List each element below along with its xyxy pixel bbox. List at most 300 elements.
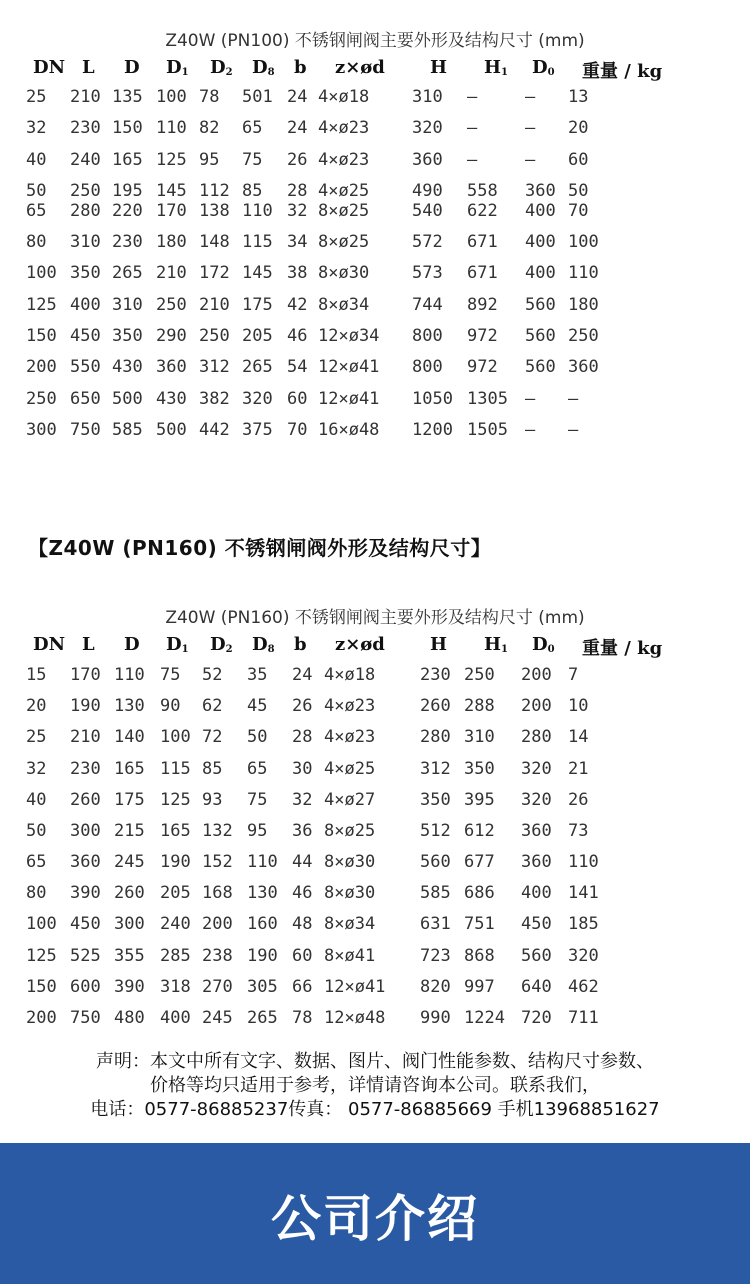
table-cell: 382: [199, 389, 230, 409]
table-cell: 78: [199, 87, 220, 107]
table-cell: 24: [292, 665, 313, 685]
table-cell: 430: [112, 357, 143, 377]
table-cell: 1224: [464, 1008, 505, 1028]
table-cell: 115: [160, 759, 191, 779]
table-cell: 38: [287, 263, 308, 283]
table-cell: 400: [70, 295, 101, 315]
table-cell: 195: [112, 181, 143, 201]
column-header: [582, 57, 662, 83]
table-cell: 558: [467, 181, 498, 201]
notice-line-1: 声明：本文中所有文字、数据、图片、阀门性能参数、结构尺寸参数、: [96, 1051, 654, 1072]
table-cell: 145: [156, 181, 187, 201]
column-header-label: z×ød: [335, 634, 385, 655]
table-row: [0, 946, 750, 974]
table-cell: 671: [467, 263, 498, 283]
table-cell: 12×ø41: [318, 389, 380, 409]
table-cell: 125: [26, 295, 57, 315]
table-cell: 13: [568, 87, 589, 107]
table-cell: 540: [412, 201, 443, 221]
column-header-label: D: [124, 634, 140, 655]
table-cell: 25: [26, 727, 47, 747]
column-header-label: L: [82, 634, 95, 655]
table-cell: 32: [287, 201, 308, 221]
table-cell: 230: [70, 118, 101, 138]
table-cell: 46: [292, 883, 313, 903]
table-cell: 868: [464, 946, 495, 966]
table-cell: 185: [568, 914, 599, 934]
table-cell: 26: [292, 696, 313, 716]
table-cell: 93: [202, 790, 223, 810]
table-cell: 26: [287, 150, 308, 170]
table-cell: 7: [568, 665, 579, 685]
table-cell: 32: [26, 759, 47, 779]
column-header-label: D: [210, 634, 226, 655]
table-row: [0, 727, 750, 755]
table-cell: 32: [26, 118, 47, 138]
table-cell: 80: [26, 883, 47, 903]
column-header: [335, 634, 385, 655]
table-cell: 12×ø41: [324, 977, 386, 997]
column-header-label: D: [124, 57, 140, 78]
table-cell: 32: [292, 790, 313, 810]
table-cell: —: [568, 420, 579, 440]
column-header: [430, 57, 447, 78]
table-cell: 250: [464, 665, 495, 685]
table-cell: 300: [70, 821, 101, 841]
table-cell: 8×ø25: [318, 201, 370, 221]
table-cell: 4×ø25: [324, 759, 376, 779]
table-cell: 1050: [412, 389, 453, 409]
table-cell: 400: [521, 883, 552, 903]
column-header: [82, 57, 95, 78]
table-cell: 600: [70, 977, 101, 997]
table-row: [0, 1008, 750, 1036]
table-cell: 180: [568, 295, 599, 315]
table-row: [0, 977, 750, 1005]
table-cell: 110: [568, 263, 599, 283]
table-cell: 36: [292, 821, 313, 841]
section-title: 【Z40W (PN160) 不锈钢闸阀外形及结构尺寸】: [28, 536, 492, 560]
table-cell: 751: [464, 914, 495, 934]
table-cell: 4×ø23: [318, 118, 370, 138]
table-row: [0, 295, 750, 323]
table-cell: 711: [568, 1008, 599, 1028]
table-cell: 240: [70, 150, 101, 170]
column-header-label: D: [166, 57, 182, 78]
table-cell: 310: [412, 87, 443, 107]
table-cell: 622: [467, 201, 498, 221]
table-cell: 320: [242, 389, 273, 409]
table-cell: 20: [568, 118, 589, 138]
table-row: [0, 914, 750, 942]
table-cell: 65: [26, 852, 47, 872]
table-cell: 450: [70, 326, 101, 346]
table-cell: 250: [26, 389, 57, 409]
table-row: [0, 263, 750, 291]
table-cell: 35: [247, 665, 268, 685]
table-cell: 1305: [467, 389, 508, 409]
table-cell: —: [525, 420, 536, 440]
table-cell: 78: [292, 1008, 313, 1028]
table-cell: 312: [199, 357, 230, 377]
table-cell: 168: [202, 883, 233, 903]
table-cell: 750: [70, 1008, 101, 1028]
table-cell: 320: [412, 118, 443, 138]
table-cell: 100: [26, 914, 57, 934]
table-cell: 16×ø48: [318, 420, 380, 440]
table-cell: 210: [199, 295, 230, 315]
table-cell: 512: [420, 821, 451, 841]
table-cell: 160: [247, 914, 278, 934]
table-cell: 12×ø41: [318, 357, 380, 377]
table-cell: 210: [70, 87, 101, 107]
table-cell: 350: [420, 790, 451, 810]
table-cell: 165: [114, 759, 145, 779]
table-cell: 12×ø34: [318, 326, 380, 346]
table1-caption: Z40W (PN100) 不锈钢闸阀主要外形及结构尺寸 (mm): [165, 31, 585, 51]
notice-line-2: 价格等均只适用于参考，详情请咨询本公司。联系我们，: [150, 1075, 600, 1096]
table-cell: 360: [412, 150, 443, 170]
column-header-subscript: 1: [501, 67, 508, 78]
table-cell: 165: [112, 150, 143, 170]
table-cell: 200: [521, 665, 552, 685]
table-cell: 723: [420, 946, 451, 966]
column-header-label: DN: [33, 57, 66, 78]
table-cell: 972: [467, 326, 498, 346]
table-cell: 60: [568, 150, 589, 170]
table-cell: 75: [242, 150, 263, 170]
table-cell: 148: [199, 232, 230, 252]
table-cell: 550: [70, 357, 101, 377]
table-cell: 8×ø30: [318, 263, 370, 283]
table-cell: 395: [464, 790, 495, 810]
table-cell: 500: [112, 389, 143, 409]
footer-band: [0, 1143, 750, 1284]
table-cell: 8×ø34: [318, 295, 370, 315]
table-cell: 130: [247, 883, 278, 903]
table-cell: 265: [112, 263, 143, 283]
column-header: [532, 634, 555, 655]
column-header-label: H: [484, 57, 502, 78]
table-cell: 21: [568, 759, 589, 779]
table-row: [0, 87, 750, 115]
table-cell: 85: [242, 181, 263, 201]
table-cell: 400: [525, 263, 556, 283]
table-cell: —: [568, 389, 579, 409]
table-cell: 318: [160, 977, 191, 997]
table-cell: 572: [412, 232, 443, 252]
table-cell: 90: [160, 696, 181, 716]
table-cell: 650: [70, 389, 101, 409]
column-header-label: H: [430, 634, 448, 655]
table-cell: 42: [287, 295, 308, 315]
column-header-label: D: [166, 634, 182, 655]
table-cell: 20: [26, 696, 47, 716]
column-header-subscript: 2: [225, 67, 233, 78]
column-header-label: 重量 / kg: [582, 61, 663, 82]
table-cell: 54: [287, 357, 308, 377]
column-header: [335, 57, 385, 78]
table-cell: 290: [156, 326, 187, 346]
table-cell: 480: [114, 1008, 145, 1028]
table-cell: 560: [525, 357, 556, 377]
table-cell: 430: [156, 389, 187, 409]
column-header-label: D: [252, 57, 268, 78]
table-cell: 4×ø18: [324, 665, 376, 685]
table-cell: 360: [156, 357, 187, 377]
table-row: [0, 696, 750, 724]
table-cell: 240: [160, 914, 191, 934]
column-header-label: b: [294, 57, 307, 78]
table-cell: 4×ø18: [318, 87, 370, 107]
table-cell: 170: [156, 201, 187, 221]
table-row: [0, 118, 750, 146]
table-cell: 250: [70, 181, 101, 201]
table-cell: 135: [112, 87, 143, 107]
table-row: [0, 326, 750, 354]
column-header-label: H: [430, 57, 448, 78]
table-cell: 288: [464, 696, 495, 716]
table-cell: 14: [568, 727, 589, 747]
column-header-label: D: [532, 57, 548, 78]
table-cell: 132: [202, 821, 233, 841]
column-header: [252, 57, 275, 78]
table-cell: 50: [568, 181, 589, 201]
table-cell: 997: [464, 977, 495, 997]
table-row: [0, 201, 750, 229]
table-cell: 573: [412, 263, 443, 283]
table-cell: 75: [247, 790, 268, 810]
table-cell: 12×ø48: [324, 1008, 386, 1028]
table-cell: 10: [568, 696, 589, 716]
table-cell: 360: [568, 357, 599, 377]
table-cell: 300: [114, 914, 145, 934]
table-cell: 560: [525, 326, 556, 346]
table-cell: 115: [242, 232, 273, 252]
table-cell: 260: [420, 696, 451, 716]
column-header: [33, 634, 65, 655]
table-cell: 320: [568, 946, 599, 966]
header-row: [0, 57, 750, 85]
table-cell: 125: [156, 150, 187, 170]
table-cell: 230: [112, 232, 143, 252]
table-row: [0, 232, 750, 260]
table-cell: 46: [287, 326, 308, 346]
table-cell: 744: [412, 295, 443, 315]
table-cell: —: [525, 118, 536, 138]
table-cell: 210: [156, 263, 187, 283]
column-header: [210, 57, 233, 78]
table-cell: 270: [202, 977, 233, 997]
table-cell: 40: [26, 790, 47, 810]
table-cell: 62: [202, 696, 223, 716]
table-cell: 280: [521, 727, 552, 747]
table-cell: 175: [114, 790, 145, 810]
table-cell: 95: [199, 150, 220, 170]
table-cell: 640: [521, 977, 552, 997]
table-cell: 990: [420, 1008, 451, 1028]
table-cell: 60: [287, 389, 308, 409]
table-cell: —: [525, 87, 536, 107]
table-cell: 585: [420, 883, 451, 903]
table-row: [0, 790, 750, 818]
column-header-label: b: [294, 634, 307, 655]
table-cell: 560: [420, 852, 451, 872]
table-cell: —: [467, 87, 478, 107]
column-header-subscript: 8: [267, 644, 275, 655]
table-cell: —: [467, 118, 478, 138]
table-cell: 210: [70, 727, 101, 747]
table-cell: 8×ø30: [324, 883, 376, 903]
footer-title: 公司介绍: [271, 1190, 479, 1248]
table2-caption: Z40W (PN160) 不锈钢闸阀主要外形及结构尺寸 (mm): [165, 608, 585, 628]
table-cell: 310: [70, 232, 101, 252]
table-cell: 265: [242, 357, 273, 377]
table-cell: 280: [420, 727, 451, 747]
table-cell: 310: [464, 727, 495, 747]
table-cell: 48: [292, 914, 313, 934]
table-cell: 250: [568, 326, 599, 346]
table-cell: 138: [199, 201, 230, 221]
column-header: [484, 57, 508, 78]
table-cell: 462: [568, 977, 599, 997]
table-cell: 585: [112, 420, 143, 440]
table-cell: 15: [26, 665, 47, 685]
table-cell: 4×ø23: [318, 150, 370, 170]
column-header-label: L: [82, 57, 95, 78]
table-cell: 70: [287, 420, 308, 440]
table-cell: 110: [156, 118, 187, 138]
column-header-subscript: 1: [181, 644, 189, 655]
table-cell: 28: [287, 181, 308, 201]
table-cell: 250: [199, 326, 230, 346]
table-cell: 230: [70, 759, 101, 779]
table-cell: 320: [521, 790, 552, 810]
table-cell: 8×ø34: [324, 914, 376, 934]
table-cell: 100: [568, 232, 599, 252]
table-cell: 110: [568, 852, 599, 872]
table-cell: 310: [112, 295, 143, 315]
table-cell: 25: [26, 87, 47, 107]
table-cell: 112: [199, 181, 230, 201]
column-header: [124, 57, 140, 78]
table-cell: 442: [199, 420, 230, 440]
table-cell: 100: [26, 263, 57, 283]
table-cell: —: [525, 389, 536, 409]
table-cell: 320: [521, 759, 552, 779]
table-cell: 892: [467, 295, 498, 315]
table-cell: 360: [521, 821, 552, 841]
table-cell: 4×ø27: [324, 790, 376, 810]
column-header: [294, 57, 307, 78]
table-cell: 140: [114, 727, 145, 747]
table-cell: 45: [247, 696, 268, 716]
table-cell: 100: [156, 87, 187, 107]
table-row: [0, 759, 750, 787]
table-cell: 4×ø25: [318, 181, 370, 201]
column-header-label: D: [532, 634, 548, 655]
table-cell: 28: [292, 727, 313, 747]
table-row: [0, 150, 750, 178]
table-cell: 24: [287, 118, 308, 138]
column-header-subscript: 0: [547, 644, 555, 655]
column-header-label: DN: [33, 634, 66, 655]
table-cell: 8×ø25: [318, 232, 370, 252]
table-row: [0, 420, 750, 448]
table-cell: 525: [70, 946, 101, 966]
table-cell: 450: [521, 914, 552, 934]
table-cell: 70: [568, 201, 589, 221]
table-cell: 390: [70, 883, 101, 903]
table-cell: 50: [26, 181, 47, 201]
table-cell: —: [525, 150, 536, 170]
table-cell: 560: [521, 946, 552, 966]
column-header: [166, 57, 189, 78]
table-cell: 4×ø23: [324, 696, 376, 716]
column-header-label: D: [252, 634, 268, 655]
table-cell: 170: [70, 665, 101, 685]
table-cell: 82: [199, 118, 220, 138]
table-cell: 85: [202, 759, 223, 779]
table-cell: 250: [156, 295, 187, 315]
table-cell: 390: [114, 977, 145, 997]
table-cell: 360: [521, 852, 552, 872]
table-cell: 8×ø41: [324, 946, 376, 966]
table-cell: 150: [112, 118, 143, 138]
column-header: [82, 634, 95, 655]
table-cell: 50: [26, 821, 47, 841]
column-header: [532, 57, 555, 78]
table-cell: 52: [202, 665, 223, 685]
table-cell: 200: [26, 1008, 57, 1028]
table-cell: 280: [70, 201, 101, 221]
table-cell: 500: [156, 420, 187, 440]
table-cell: 125: [26, 946, 57, 966]
table-row: [0, 883, 750, 911]
column-header-label: H: [484, 634, 502, 655]
table-cell: 72: [202, 727, 223, 747]
table-cell: 80: [26, 232, 47, 252]
table-cell: 30: [292, 759, 313, 779]
table-cell: 26: [568, 790, 589, 810]
table-cell: 65: [247, 759, 268, 779]
table-cell: 205: [160, 883, 191, 903]
table-cell: 400: [525, 232, 556, 252]
table-cell: 260: [114, 883, 145, 903]
table-cell: 200: [521, 696, 552, 716]
table-cell: 300: [26, 420, 57, 440]
table-cell: 360: [70, 852, 101, 872]
table-cell: 73: [568, 821, 589, 841]
column-header: [294, 634, 307, 655]
table-cell: 400: [525, 201, 556, 221]
table-cell: 100: [160, 727, 191, 747]
column-header-label: 重量 / kg: [582, 638, 663, 659]
table-cell: 180: [156, 232, 187, 252]
table-cell: 150: [26, 977, 57, 997]
table-cell: 375: [242, 420, 273, 440]
table-cell: 450: [70, 914, 101, 934]
table-cell: 152: [202, 852, 233, 872]
table-cell: 400: [160, 1008, 191, 1028]
table-cell: 220: [112, 201, 143, 221]
table-cell: 1505: [467, 420, 508, 440]
table-cell: 350: [464, 759, 495, 779]
table-cell: 1200: [412, 420, 453, 440]
table-cell: 215: [114, 821, 145, 841]
table-cell: 350: [70, 263, 101, 283]
column-header: [582, 634, 662, 660]
